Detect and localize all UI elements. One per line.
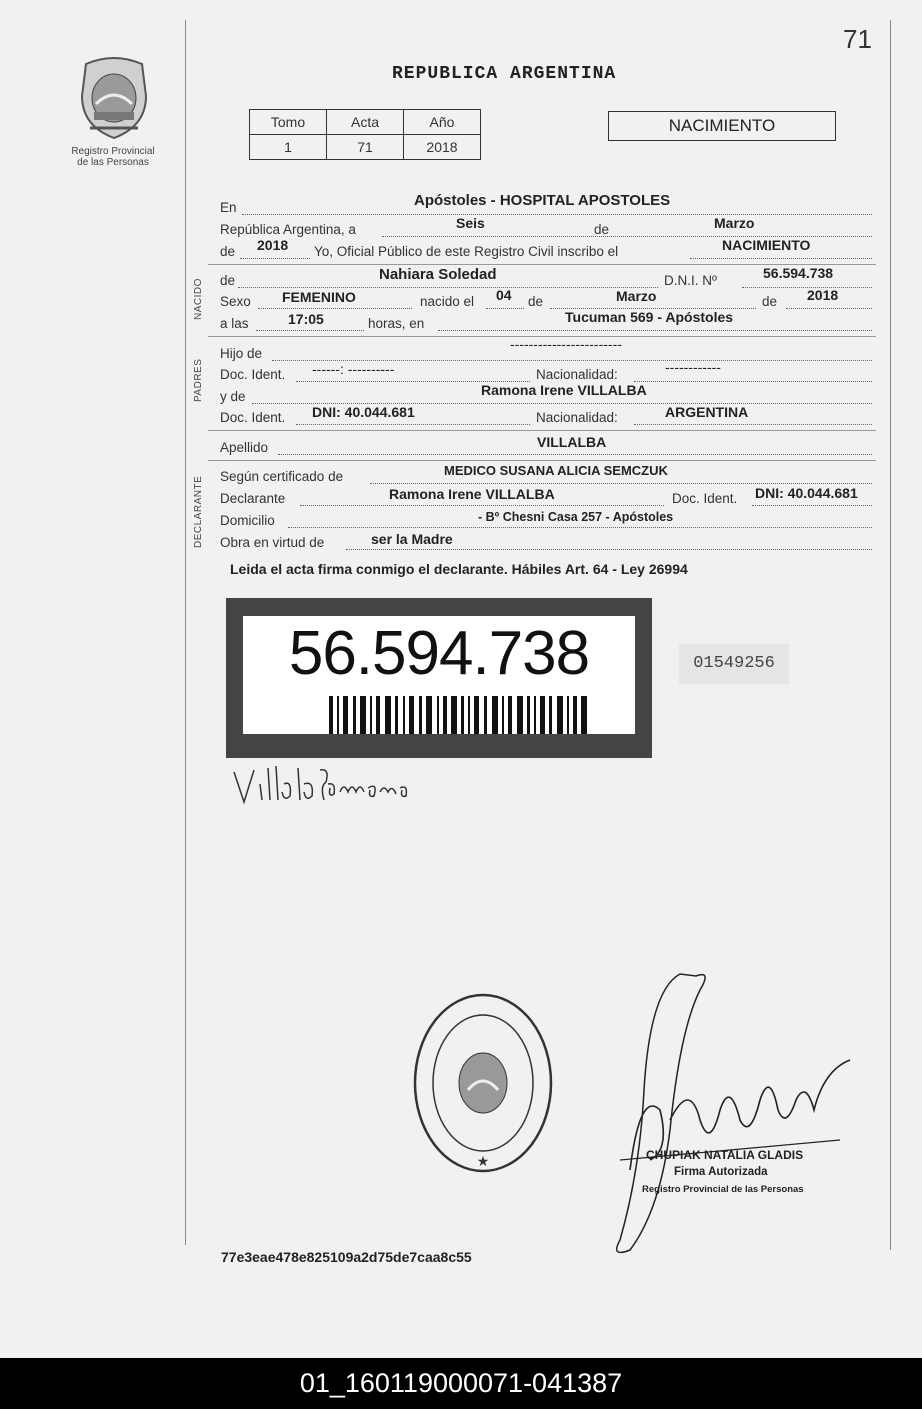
page-number: 71: [843, 24, 872, 54]
month-value: Marzo: [714, 215, 755, 231]
place-value: Apóstoles - HOSPITAL APOSTOLES: [414, 192, 671, 209]
dotted-line: [786, 308, 872, 309]
day-value: Seis: [456, 215, 485, 231]
dotted-line: [258, 308, 412, 309]
certificado-value: MEDICO SUSANA ALICIA SEMCZUK: [444, 463, 668, 478]
section-divider: [208, 460, 876, 461]
hijo-label: Hijo de: [220, 346, 263, 361]
nacido-label: nacido el: [420, 294, 475, 309]
nacionalidad-label: Nacionalidad:: [536, 410, 618, 425]
dotted-line: [486, 308, 524, 309]
document-title: REPUBLICA ARGENTINA: [392, 64, 617, 84]
dotted-line: [296, 424, 530, 425]
dotted-line: [278, 454, 872, 455]
sexo-value: FEMENINO: [282, 289, 356, 305]
name-value: Nahiara Soledad: [379, 266, 497, 283]
dotted-line: [346, 549, 872, 550]
birth-month-value: Marzo: [616, 288, 657, 304]
dni-value: 56.594.738: [763, 265, 834, 281]
declarante-section-label: DECLARANTE: [193, 475, 204, 548]
section-divider: [208, 430, 876, 431]
sexo-label: Sexo: [220, 294, 251, 309]
declarante-doc-value: DNI: 40.044.681: [755, 485, 858, 501]
dotted-line: [238, 287, 658, 288]
dni-label: D.N.I. Nº: [664, 273, 717, 288]
signatory-title: Firma Autorizada: [674, 1166, 768, 1178]
barcode-number: 56.594.738: [288, 619, 590, 688]
declarante-label: Declarante: [220, 491, 286, 506]
dni-barcode-sticker: [226, 598, 652, 758]
dotted-line: [690, 258, 872, 259]
right-margin-line: [890, 20, 891, 1250]
logo-caption: Registro Provincial de las Personas: [71, 146, 155, 168]
dotted-line: [634, 424, 872, 425]
address-value: Tucuman 569 - Apóstoles: [565, 309, 734, 325]
oficial-text: Yo, Oficial Público de este Registro Civil inscribo el: [314, 244, 619, 259]
act-type-box: NACIMIENTO: [608, 111, 836, 141]
dotted-line: [438, 330, 872, 331]
dotted-line: [752, 505, 872, 506]
de2-label: de: [220, 244, 236, 259]
anio-value: 2018: [404, 135, 481, 160]
declarante-value: Ramona Irene VILLALBA: [389, 486, 555, 502]
apellido-label: Apellido: [220, 440, 269, 455]
doc-label: Doc. Ident.: [672, 491, 738, 506]
footer-id: 01_160119000071-041387: [0, 1358, 922, 1409]
anio-header: Año: [404, 110, 481, 135]
declarante-signature-icon: [228, 762, 428, 810]
dotted-line: [240, 258, 310, 259]
doc-label: Doc. Ident.: [220, 410, 286, 425]
de-label: de: [528, 294, 544, 309]
closing-text: Leida el acta firma conmigo el declarante. Hábiles Art. 64 - Ley 26994: [230, 561, 688, 577]
certificado-label: Según certificado de: [220, 469, 344, 484]
tomo-header: Tomo: [250, 110, 327, 135]
registry-seal-icon: [410, 990, 556, 1176]
obra-label: Obra en virtud de: [220, 535, 325, 550]
left-margin-line: [185, 20, 186, 1245]
dotted-line: [288, 527, 872, 528]
domicilio-value: - Bº Chesni Casa 257 - Apóstoles: [478, 510, 674, 524]
dotted-line: [634, 381, 872, 382]
nacido-section-label: NACIDO: [193, 278, 204, 320]
padres-section-label: PADRES: [193, 358, 204, 402]
en-label: En: [220, 200, 237, 215]
mother-nat-value: ARGENTINA: [665, 404, 749, 420]
mother-doc-value: DNI: 40.044.681: [312, 404, 415, 420]
registry-table: [249, 109, 481, 160]
a-las-label: a las: [220, 316, 249, 331]
signatory-name: CHUPIAK NATALIA GLADIS: [646, 1148, 804, 1162]
doc-label: Doc. Ident.: [220, 367, 286, 382]
republica-label: República Argentina, a: [220, 222, 356, 237]
dotted-line: [256, 330, 364, 331]
acta-header: Acta: [327, 110, 404, 135]
mother-value: Ramona Irene VILLALBA: [481, 382, 647, 398]
horas-label: horas, en: [368, 316, 425, 331]
father-value: ------------------------: [510, 336, 622, 352]
de-label: de: [762, 294, 778, 309]
svg-text:★: ★: [476, 1154, 490, 1170]
signatory-office: Registro Provincial de las Personas: [642, 1184, 804, 1195]
apellido-value: VILLALBA: [537, 434, 607, 450]
act-type-value: NACIMIENTO: [722, 237, 811, 253]
nacionalidad-label: Nacionalidad:: [536, 367, 618, 382]
y-de-label: y de: [220, 389, 246, 404]
tomo-value: 1: [250, 135, 327, 160]
stamp-number: 01549256: [679, 644, 789, 684]
dotted-line: [242, 214, 872, 215]
province-shield-icon: [76, 56, 152, 140]
document-hash: 77e3eae478e825109a2d75de7caa8c55: [221, 1249, 472, 1265]
de-label: de: [594, 222, 610, 237]
de-label: de: [220, 273, 236, 288]
birth-year-value: 2018: [807, 287, 839, 303]
dotted-line: [370, 483, 872, 484]
official-signature-icon: [600, 970, 860, 1260]
obra-value: ser la Madre: [371, 531, 453, 547]
barcode-icon: [329, 696, 589, 734]
time-value: 17:05: [288, 311, 324, 327]
year-value: 2018: [257, 237, 289, 253]
domicilio-label: Domicilio: [220, 513, 275, 528]
acta-value: 71: [327, 135, 404, 160]
father-doc-value: ------: ----------: [312, 361, 395, 377]
birth-day-value: 04: [496, 287, 512, 303]
dotted-line: [300, 505, 664, 506]
father-nat-value: ------------: [665, 359, 721, 375]
